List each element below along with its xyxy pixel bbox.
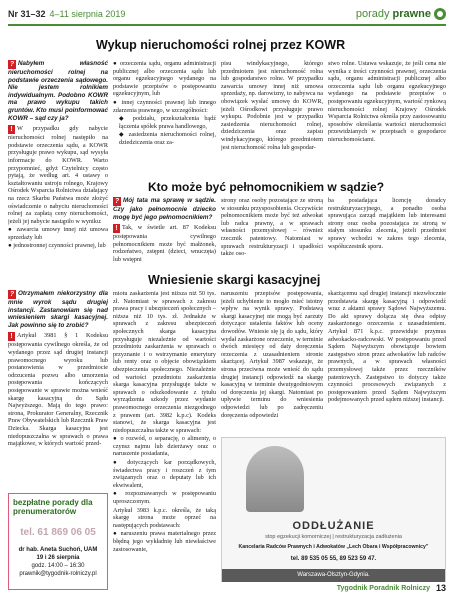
article3-answer — [8, 332, 108, 447]
issue-number: Nr 31–32 — [8, 9, 46, 19]
article3-bullet-3: rozpoznawanych w postępowaniu uproszczonym. — [113, 490, 216, 506]
page-header — [8, 6, 446, 22]
article1-bullet-3: orzeczenia sądu, organu administracji publicznej albo orzeczenia sądu lub organu egzekucyjnego wydanego na podstawie przepisów o postępowaniu egzekucyjnym, lub — [113, 60, 216, 98]
article1-bullet-4: innej czynności prawnej lub innego zdarzenia prawnego, w szczególności: — [113, 98, 216, 114]
article3-col1-text: Artykuł 3981 § 1 Kodeksu postępowania cywilnego określa, że od wydanego przez sąd drugiej instancji prawomocnego wyroku lub postanowienia w przedmiocie odrzucenia pozwu albo umorzenia postępowania kończących postępowanie w sprawie można wnieść skargę kasacyjną do Sądu Najwyższego. Mają do tego prawo: strona, Prokurator Generalny, Rzecznik Praw Obywatelskich lub Rzecznik Praw Dziecka. Skarga kasacyjna jest niedopuszczalna w sprawach o prawa majątkowe, w których wartość przed- — [8, 332, 108, 448]
ad-banner[interactable] — [221, 437, 446, 582]
article1-col3: pisu windykacyjnego, którego przedmiotem jest nieruchomość rolna lub gospodarstwo rolne. W przypadku zawarcia umowy innej niż umowa sprzedaży, np. darowizny, to nabywca na obowiązek wysłać umowę do KOWR, jeżeli Ośrodkowi przysługuje prawo wykupu. Podobnie jest w przypadku zasiedzenia nieruchomości rolnej, dziedziczenia oraz zapisu windykacyjnego, którego przedmiotem jest nieruchomość rolna lub gospodar- — [221, 60, 323, 151]
exclamation-icon: ! — [8, 125, 15, 134]
article1-title: Wykup nieruchomości rolnej przez KOWR — [96, 38, 346, 52]
promo-details — [13, 546, 103, 578]
article3-question-text: Otrzymałem niekorzystny dla mnie wyrok sądu drugiej instancji. Zastanowiam się nad wniesieniem skargi kasacyjnej. Jak powinno się to zrobić? — [8, 290, 108, 329]
article1-col1-text: W przypadku gdy nabycie nieruchomości rolnej następiło na podstawie orzeczenia sądu, a KOWR przysługuje prawo wykupu, sąd wysyła informacje do KOWR. Warto przypomnieć, gdyż Czytelnicy często pytają, że według art. 4 ustawy o kształtowaniu ustroju rolnego, Krajowy Ośrodek Wsparcia Rolnictwa działający na rzecz Skarbu Państwa może złożyć oświadczenie o nabyciu nieruchomości rolnej za zapłatą ceny nieruchomości, jeżeli jej nabycie nastąpiło w wyniku: — [8, 125, 108, 225]
promo-phone[interactable]: tel. 61 869 06 05 — [20, 526, 96, 538]
article1-question-text: Nabyłem własność nieruchomości rolnej na podstawie orzeczenia sądowego. Nie jestem rolnikiem indywidualnym. Podobno KOWR ma prawo wykupu takich gruntów. Kto musi poinformować KOWR – sąd czy ja? — [8, 60, 108, 122]
exclamation-icon: ! — [8, 332, 15, 341]
article2-col2: strony oraz osoby pozostające ze stroną w stosunku przysposobienia. Oczywiście pełnomocnikiem może być też adwokat lub radca prawny, a w sprawach własności przemysłowej – również rzecznik patentowy. Natomiast w sprawach restrukturyzacji i upadłości także oso- — [221, 197, 323, 258]
page-footer — [8, 582, 446, 594]
article2-answer — [113, 224, 216, 263]
article3-col2-tail: Artykuł 3983 k.p.c. określa, że taką skargę strona może oprzeć na następujących podstawach: — [113, 506, 216, 529]
article3-bullet: ● dotyczących kar porządkowych, świadectwa pracy i roszczeń z tym związanych oraz o deputaty lub ich ekwiwalent, — [113, 459, 216, 489]
brand-left: porady — [355, 8, 390, 20]
ad-tagline: stop egzekucji komorniczej | restrukturyzacja zadłużenia — [265, 534, 402, 540]
article1-subbullet: ◆ zasiedzenia nieruchomości rolnej, dziedziczenia oraz za- — [119, 131, 216, 146]
ad-firm: Kancelaria Radców Prawnych i Adwokatów „Lech Obara i Współpracownicy” — [238, 544, 429, 550]
article1-answer — [8, 125, 108, 225]
article2-question — [113, 197, 216, 221]
article1-bullet: ● zawarcia umowy innej niż umowa sprzedaży lub — [8, 226, 108, 241]
article3-col3: naruszeniu przepisów postępowania, jeżeli uchybienie to mogło mieć istotny wpływ na wynik sprawy. Podstawą skargi kasacyjnej nie mogą być zarzuty dotyczące ustalenia faktów lub oceny dowodów. Wniesie się ją do sądu, który wydał zaskarżone orzeczenie, w terminie dwóch miesięcy od daty doręczenia orzeczenia z uzasadnieniem stronie skarżącej. Artykuł 3987 wskazuje, że strona przeciwna może wnieść do sądu drugiej instancji odpowiedź na skargę kasacyjną w terminie dwutygodniowym od doręczenia jej skargi. Natomiast po upływie terminu do wniesienia odpowiedzi lub po zadręczeniu doręczenia odpowiedzi — [221, 290, 323, 419]
article3-col2-text: miotu zaskarżenia jest niższa niż 50 tys. zł. Natomiast w sprawach z zakresu prawa pracy i ubezpieczeń społecznych – niższa niż 10 tys. zł. Jednakże w sprawach z zakresu ubezpieczeń społecznych skarga kasacyjna przysługuje niezależnie od wartości przedmiotu zaskarżenia w sprawach o przyznanie i o wstrzymanie emerytury lub renty oraz o objęcie obowiązkiem ubezpieczenia społecznego. Niezależnie od wartości przedmiotu zaskarżenia skarga kasacyjna przysługuje także w sprawach o odszkodowanie z tytułu wyrządzenia szkody przez wydanie prawomocnego orzeczenia niezgodnego z prawem (art. 3982 k.p.c). Kodeks stanowi, że skarga kasacyjna jest niedopuszczalna także w sprawach: — [113, 290, 216, 434]
article3-bullet-4: naruszeniu prawa materialnego przez błędną jego wykładnię lub niewłaściwe zastosowanie, — [113, 530, 216, 553]
article3-title: Wniesienie skargi kasacyjnej — [148, 273, 321, 287]
promo-hours: godz. 14:00 – 16:30 — [31, 563, 85, 569]
question-mark-icon: ? — [9, 61, 15, 68]
article2-col1 — [113, 197, 216, 277]
article2-col1-text: Tak, w świetle art. 87 Kodeksu postępowania cywilnego pełnomocnikiem może być małżonek, rodzeństwo, zstępni (dzieci, wnuczęta) lub wstępni — [113, 224, 216, 263]
exclamation-icon: ! — [113, 224, 120, 233]
page-number: 13 — [435, 583, 446, 593]
article3-col4: skarżącemu sąd drugiej instancji niezwłocznie przedstawia skargę kasacyjną i odpowiedź wraz z aktami sprawy Sądowi Najwyższemu. Do akt sprawy dołącza się dwa odpisy zaskarżonego orzeczenia z uzasadnieniem. Artykuł 871 k.p.c. przewiduje przymus adwokacko-radcowski. W postępowaniu przed Sądem Najwyższym obowiązuje bowiem zastępstwo stron przez adwokatów lub radców prawnych, a w sprawach własności przemysłowej także przez rzeczników patentowych. Zastępstwo to dotyczy także czynności procesowych związanych z postępowaniem przed Sądem Najwyższym podejmowanych przed sądem niższej instancji. — [328, 290, 446, 404]
article3-col1 — [8, 290, 108, 488]
article3-bullet-1: o rozwód, o separację, o alimenty, o czynsz najmu lub dzierżawy oraz o naruszenie posiadania, — [113, 435, 216, 458]
ad-portrait — [246, 446, 304, 512]
article1-col4: stwo rolne. Ustawa wskazuje, że jeśli cena nie wynika z treści czynności prawnej, orzeczenia sądu, organu administracji publicznej albo orzeczenia sądu lub organu egzekucyjnego wydanego na podstawie przepisów o postępowaniu egzekucyjnym, wartość rynkową nieruchomości rolnej Krajowy Ośrodek Wsparcia Rolnictwa określa przy zastosowaniu sposobów określania wartości nieruchomości przewidzianych w przepisach o gospodarce nieruchomościami. — [328, 60, 446, 143]
footer-brand: Tygodnik Poradnik Rolniczy — [336, 584, 430, 592]
article2-col3: ba posiadająca licencję doradcy restrukturyzacyjnego, a ponadto osoba sprawująca zarząd majątkiem lub interesami strony oraz osoba pozostająca ze stroną w stałym stosunku zlecenia, jeżeli przedmiot sprawy wchodzi w zakres tego zlecenia, współuczestnik sporu. — [328, 197, 446, 250]
article3-bullet: ● o rozwód, o separację, o alimenty, o czynsz najmu lub dzierżawy oraz o naruszenie posiadania, — [113, 435, 216, 458]
ad-address: Warszawa-Olsztyn-Gdynia. — [222, 569, 445, 582]
brand-right: prawne — [392, 8, 431, 20]
ad-phones: tel. 89 535 05 55, 89 523 59 47. — [290, 556, 377, 562]
article1-bullet: ● jednostronnej czynności prawnej, lub — [8, 242, 106, 250]
question-mark-icon: ? — [114, 198, 120, 205]
article3-bullet-2: dotyczących kar porządkowych, świadectwa pracy i roszczeń z tym związanych oraz o deputaty lub ich ekwiwalent, — [113, 459, 216, 489]
ad-headline: ODDŁUŻANIE — [292, 520, 375, 532]
header-rule — [8, 24, 446, 26]
promo-email[interactable]: prawnik@tygodnik-rolniczy.pl — [19, 571, 97, 577]
article3-question — [8, 290, 108, 329]
article3-bullet: ● rozpoznawanych w postępowaniu uproszczonym. — [113, 490, 216, 506]
article3-col2 — [113, 290, 216, 582]
question-mark-icon: ? — [9, 291, 15, 298]
article1-question — [8, 60, 108, 122]
section-brand — [356, 8, 446, 20]
article1-bullet: ● innej czynności prawnej lub innego zdarzenia prawnego, w szczególności: — [113, 98, 216, 114]
article1-subbullet-1: podziału, przekształcenia bądź łączenia spółek prawa handlowego, — [119, 115, 216, 130]
article2-title: Kto może być pełnomocnikiem w sądzie? — [148, 180, 385, 194]
article2-question-text: Mój tata ma sprawę w sądzie. Czy jako pełnomocnie dziecko mogę być jego pełnomocnikiem? — [113, 197, 216, 221]
promo-lawyer: dr hab. Aneta Suchoń, UAM — [18, 547, 98, 553]
promo-day: 19 i 26 sierpnia — [36, 555, 80, 561]
promo-box — [8, 493, 108, 590]
article1-col1 — [8, 60, 108, 278]
article1-bullet: ● orzeczenia sądu, organu administracji publicznej albo orzeczenia sądu lub organu egzekucyjnego wydanego na podstawie przepisów o postępowaniu egzekucyjnym, lub — [113, 60, 216, 98]
issue-date: 4–11 sierpnia 2019 — [49, 9, 126, 19]
article1-bullet-1: zawarcia umowy innej niż umowa sprzedaży lub — [8, 226, 108, 241]
article1-subbullet: ◆ podziału, przekształcenia bądź łączenia spółek prawa handlowego, — [119, 115, 216, 130]
article1-subbullet-2: zasiedzenia nieruchomości rolnej, dziedziczenia oraz za- — [119, 131, 216, 146]
article3-bullet: ● naruszeniu prawa materialnego przez błędną jego wykładnię lub niewłaściwe zastosowanie, — [113, 530, 216, 553]
brand-logo-icon — [434, 8, 446, 20]
article1-col2 — [113, 60, 216, 178]
promo-title: bezpłatne porady dla prenumeratorów — [13, 498, 93, 516]
issue-info — [8, 9, 125, 19]
article1-bullet-2: jednostronnej czynności prawnej, lub — [13, 242, 106, 250]
